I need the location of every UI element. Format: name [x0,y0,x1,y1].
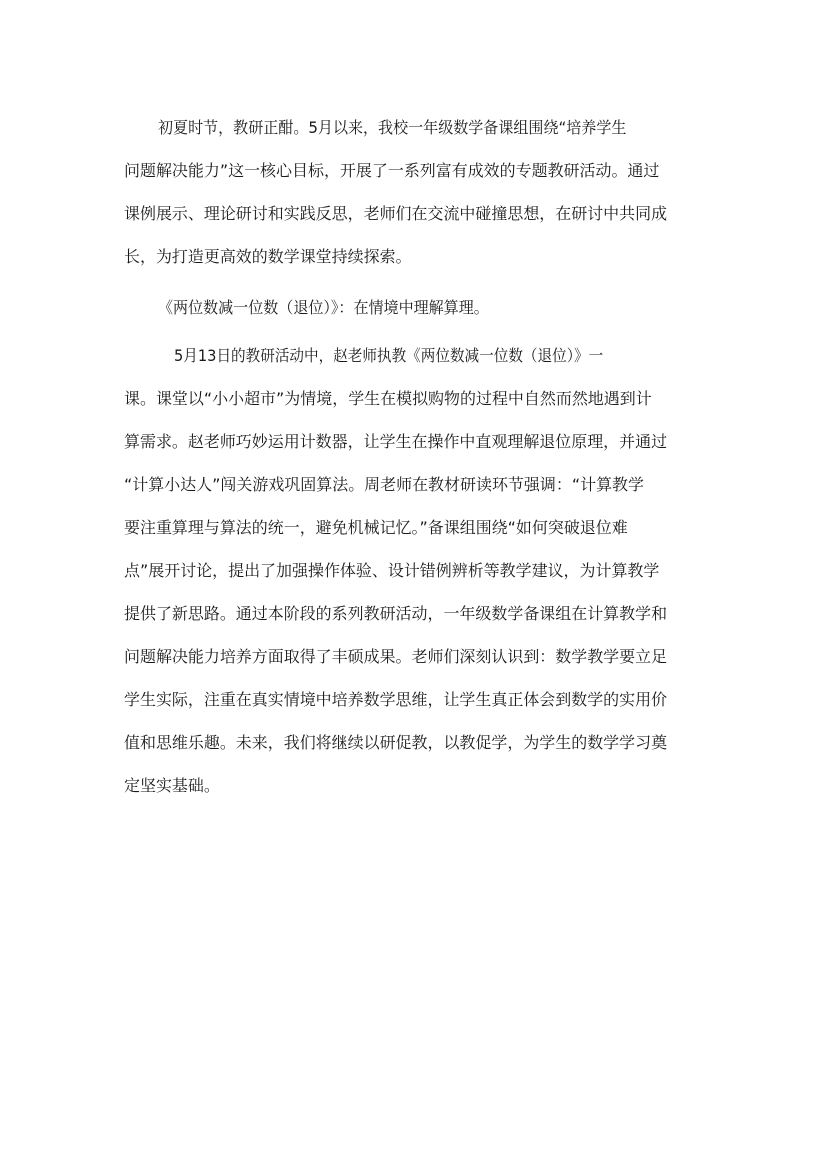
paragraph-3-line-7: 提供了新思路。通过本阶段的系列教研活动，一年级数学备课组在计算教学和 [124,604,668,623]
paragraph-3-line-2: 课。课堂以“小小超市”为情境，学生在模拟购物的过程中自然而然地遇到计 [124,389,652,408]
paragraph-3-line-11: 定坚实基础。 [124,776,220,795]
paragraph-3-line-4: “计算小达人”闯关游戏巩固算法。周老师在教材研读环节强调：“计算教学 [124,475,644,494]
paragraph-3-line-9: 学生实际，注重在真实情境中培养数学思维，让学生真正体会到数学的实用价 [124,690,668,709]
paragraph-1-line-3: 课例展示、理论研讨和实践反思，老师们在交流中碰撞思想，在研讨中共同成 [124,204,668,223]
paragraph-1-line-2: 问题解决能力”这一核心目标，开展了一系列富有成效的专题教研活动。通过 [124,161,660,180]
paragraph-1-line-1: 初夏时节，教研正酣。5月以来，我校一年级数学备课组围绕“培养学生 [158,118,627,137]
paragraph-3-line-8: 问题解决能力培养方面取得了丰硕成果。老师们深刻认识到：数学教学要立足 [124,647,668,666]
paragraph-3-line-3: 算需求。赵老师巧妙运用计数器，让学生在操作中直观理解退位原理，并通过 [124,432,668,451]
paragraph-3-line-5: 要注重算理与算法的统一，避免机械记忆。”备课组围绕“如何突破退位难 [124,518,628,537]
section-heading: 《两位数减一位数（退位）》：在情境中理解算理。 [158,298,489,317]
paragraph-3-line-6: 点”展开讨论，提出了加强操作体验、设计错例辨析等教学建议，为计算教学 [124,561,660,580]
paragraph-3-line-1: 5月13日的教研活动中，赵老师执教《两位数减一位数（退位）》一 [174,346,604,365]
paragraph-3-line-10: 值和思维乐趣。未来，我们将继续以研促教，以教促学，为学生的数学学习奠 [124,733,668,752]
paragraph-1-line-4: 长，为打造更高效的数学课堂持续探索。 [124,247,412,266]
